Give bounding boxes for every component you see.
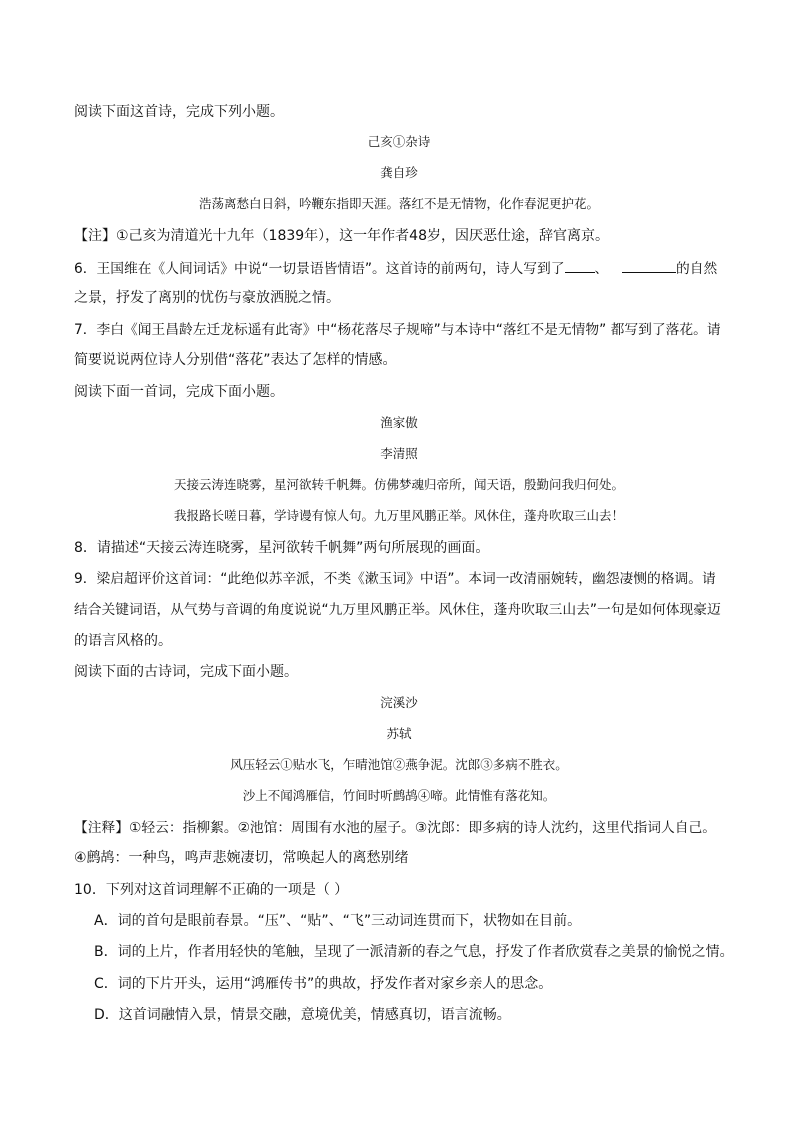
question-7-line1: 7．李白《闻王昌龄左迁龙标遥有此寄》中“杨花落尽子规啼”与本诗中“落红不是无情物” 都写到了落花。请	[74, 322, 721, 338]
poem3-author: 苏轼	[386, 726, 412, 741]
question-6-line2: 之景，抒发了离别的忧伤与豪放洒脱之情。	[74, 290, 340, 306]
poem1-text: 浩荡离愁白日斜，吟鞭东指即天涯。落红不是无情物，化作春泥更护花。	[198, 196, 599, 211]
option-c[interactable]: C．词的下片开头，运用“鸿雁传书”的典故，抒发作者对家乡亲人的思念。	[94, 976, 553, 992]
poem3-note-line1: 【注释】①轻云：指柳絮。②池馆：周围有水池的屋子。③沈郎：即多病的诗人沈约，这里代指词人自己。	[74, 820, 716, 836]
option-a[interactable]: A．词的首句是眼前春景。“压”、“贴”、“飞”三动词连贯而下，状物如在目前。	[94, 913, 582, 929]
poem2-author: 李清照	[380, 446, 418, 461]
section2-intro: 阅读下面一首词，完成下面小题。	[74, 384, 284, 400]
poem3-line2: 沙上不闻鸿雁信，竹间时听鹧鸪④啼。此情惟有落花知。	[242, 788, 556, 803]
section1-intro: 阅读下面这首诗，完成下列小题。	[74, 104, 284, 120]
answer-blank-1[interactable]	[565, 258, 595, 273]
poem1-note: 【注】①己亥为清道光十九年（1839年），这一年作者48岁，因厌恶仕途，辞官离京。	[74, 228, 609, 244]
poem2-line2: 我报路长嗟日暮，学诗谩有惊人句。九万里风鹏正举。风休住，蓬舟吹取三山去！	[173, 508, 624, 523]
question-8: 8．请描述“天接云涛连晓雾，星河欲转千帆舞”两句所展现的画面。	[74, 540, 490, 556]
poem2-line1: 天接云涛连晓雾，星河欲转千帆舞。仿佛梦魂归帝所，闻天语，殷勤问我归何处。	[173, 477, 624, 492]
poem3-note-line2: ④鹧鸪：一种鸟，鸣声悲婉凄切，常唤起人的离愁别绪	[74, 850, 409, 866]
option-b[interactable]: B．词的上片，作者用轻快的笔触，呈现了一派清新的春之气息，抒发了作者欣赏春之美景的愉悦之情。	[94, 944, 734, 960]
question-9-line3: 的语言风格的。	[74, 633, 172, 649]
poem3-line1: 风压轻云①贴水飞，乍晴池馆②燕争泥。沈郎③多病不胜衣。	[230, 757, 568, 772]
question-7-line2: 简要说说两位诗人分别借“落花”表达了怎样的情感。	[74, 352, 397, 368]
question-6-text-c: 的自然	[676, 261, 718, 277]
answer-blank-2[interactable]	[622, 258, 676, 273]
poem1-title: 己亥①杂诗	[367, 134, 431, 149]
question-6-text-b: 、	[594, 261, 609, 277]
question-6-line1	[74, 258, 724, 279]
question-9-line1: 9．梁启超评价这首词：“此绝似苏辛派，不类《漱玉词》中语”。本词一改清丽婉转，幽怨凄恻的格调。请	[74, 571, 716, 587]
poem2-title: 渔家傲	[380, 415, 418, 430]
poem1-author: 龚自珍	[380, 165, 418, 180]
question-9-line2: 结合关键词语，从气势与音调的角度说说“九万里风鹏正举。风休住，蓬舟吹取三山去”一句是如何体现豪迈	[74, 602, 721, 618]
section3-intro: 阅读下面的古诗词，完成下面小题。	[74, 664, 298, 680]
option-d[interactable]: D．这首词融情入景，情景交融，意境优美，情感真切，语言流畅。	[94, 1007, 511, 1023]
question-6-text-a: 6．王国维在《人间词话》中说“一切景语皆情语”。这首诗的前两句，诗人写到了	[74, 261, 565, 277]
question-10: 10．下列对这首词理解不正确的一项是（ ）	[74, 882, 349, 898]
poem3-title: 浣溪沙	[380, 695, 418, 710]
